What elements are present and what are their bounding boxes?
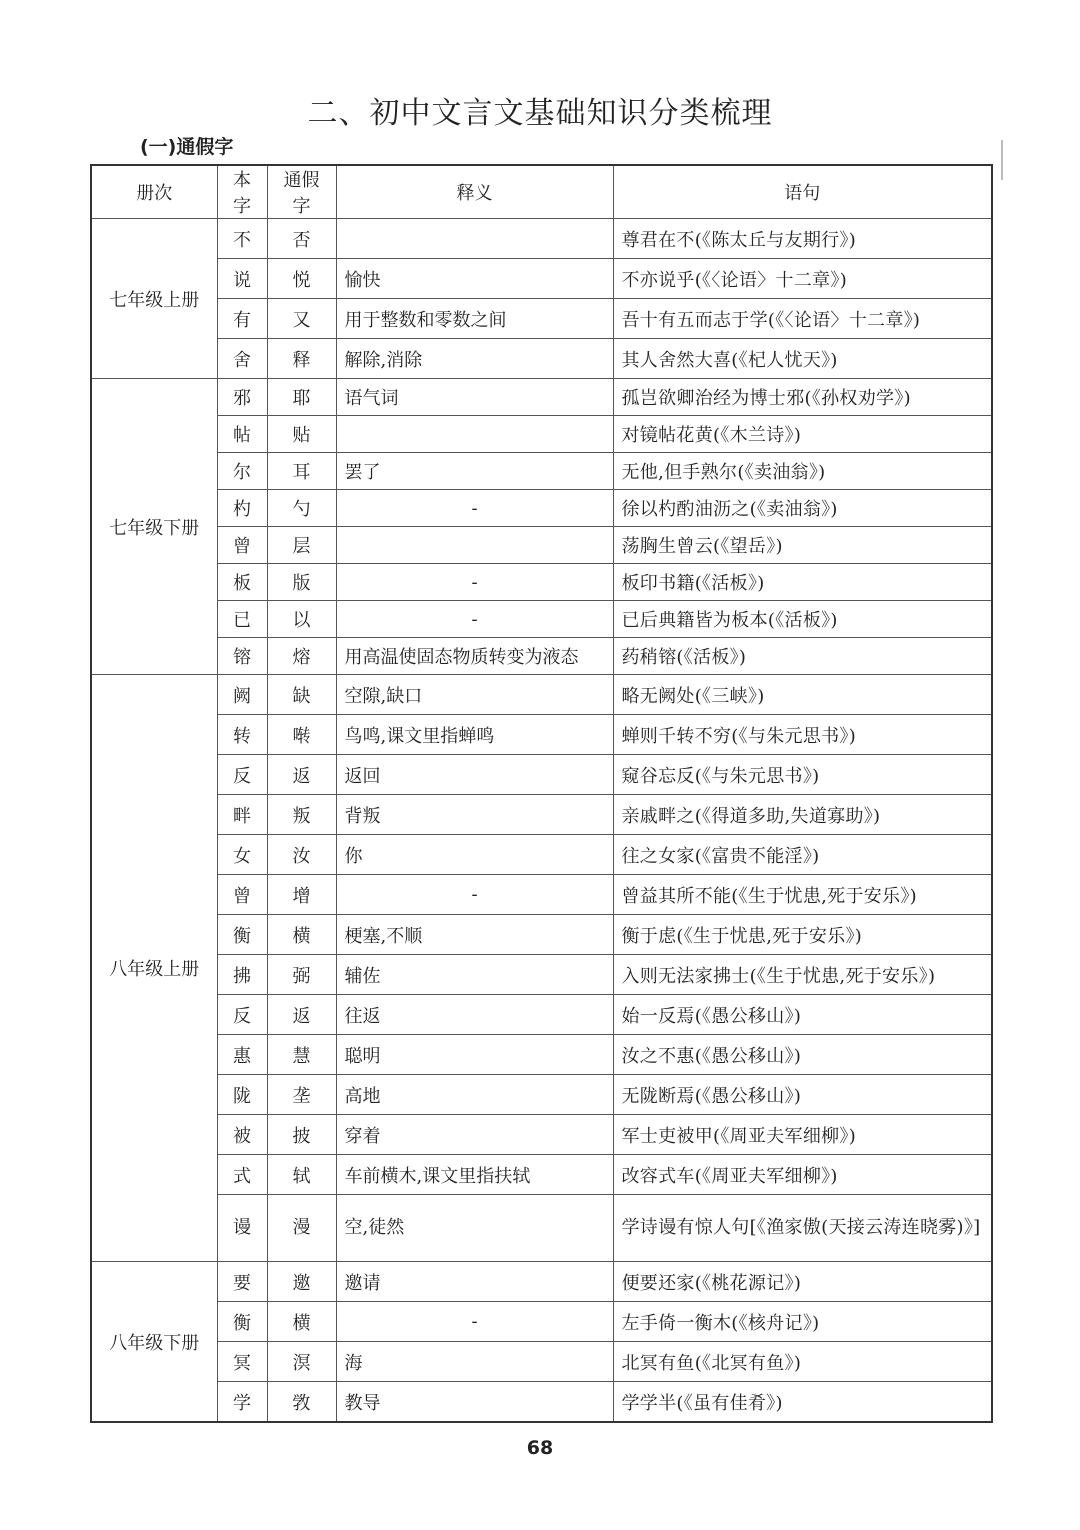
table-row (91, 638, 992, 675)
original-char: 衡 (217, 915, 267, 955)
original-char: 女 (217, 835, 267, 875)
variant-char: 慧 (267, 1035, 336, 1075)
meaning-cell: 穿着 (336, 1115, 613, 1155)
meaning-cell: 鸟鸣,课文里指蝉鸣 (336, 715, 613, 755)
table-row (91, 453, 992, 490)
table-row (91, 875, 992, 915)
variant-char: 溟 (267, 1342, 336, 1382)
sentence-cell: 左手倚一衡木(《核舟记》) (613, 1302, 992, 1342)
sentence-cell: 窥谷忘反(《与朱元思书》) (613, 755, 992, 795)
variant-char: 叛 (267, 795, 336, 835)
meaning-cell: 车前横木,课文里指扶轼 (336, 1155, 613, 1195)
original-char: 镕 (217, 638, 267, 675)
original-char: 曾 (217, 875, 267, 915)
variant-char: 耳 (267, 453, 336, 490)
variant-char: 横 (267, 915, 336, 955)
variant-char: 耶 (267, 379, 336, 416)
volume-cell: 七年级上册 (91, 219, 217, 379)
sentence-cell: 汝之不惠(《愚公移山》) (613, 1035, 992, 1075)
variant-char: 啭 (267, 715, 336, 755)
variant-char: 增 (267, 875, 336, 915)
tongjiazi-table (90, 164, 993, 1423)
section-heading: (一)通假字 (140, 136, 234, 158)
table-row (91, 1155, 992, 1195)
original-char: 畔 (217, 795, 267, 835)
variant-char: 熔 (267, 638, 336, 675)
meaning-cell: 梗塞,不顺 (336, 915, 613, 955)
variant-char: 版 (267, 564, 336, 601)
original-char: 杓 (217, 490, 267, 527)
variant-char: 层 (267, 527, 336, 564)
meaning-cell (336, 416, 613, 453)
original-char: 不 (217, 219, 267, 259)
meaning-cell: 用高温使固态物质转变为液态 (336, 638, 613, 675)
table-row (91, 564, 992, 601)
sentence-cell: 孤岂欲卿治经为博士邪(《孙权劝学》) (613, 379, 992, 416)
volume-cell: 八年级上册 (91, 675, 217, 1262)
variant-char: 邀 (267, 1262, 336, 1302)
sentence-cell: 其人舍然大喜(《杞人忧天》) (613, 339, 992, 379)
table-row (91, 915, 992, 955)
table-row (91, 490, 992, 527)
table-row (91, 1262, 992, 1302)
sentence-cell: 已后典籍皆为板本(《活板》) (613, 601, 992, 638)
meaning-cell: 空隙,缺口 (336, 675, 613, 715)
variant-char: 轼 (267, 1155, 336, 1195)
sentence-cell: 徐以杓酌油沥之(《卖油翁》) (613, 490, 992, 527)
table-row (91, 1115, 992, 1155)
table-row (91, 955, 992, 995)
sentence-cell: 不亦说乎(《〈论语〉十二章》) (613, 259, 992, 299)
meaning-cell: 往返 (336, 995, 613, 1035)
sentence-cell: 尊君在不(《陈太丘与友期行》) (613, 219, 992, 259)
original-char: 式 (217, 1155, 267, 1195)
meaning-cell: 辅佐 (336, 955, 613, 995)
meaning-cell: 背叛 (336, 795, 613, 835)
original-char: 阙 (217, 675, 267, 715)
meaning-cell (336, 527, 613, 564)
sentence-cell: 改容式车(《周亚夫军细柳》) (613, 1155, 992, 1195)
sentence-cell: 药稍镕(《活板》) (613, 638, 992, 675)
original-char: 说 (217, 259, 267, 299)
meaning-cell: 你 (336, 835, 613, 875)
table-header-row (91, 165, 992, 219)
table-row (91, 527, 992, 564)
variant-char: 弼 (267, 955, 336, 995)
original-char: 陇 (217, 1075, 267, 1115)
volume-cell: 八年级下册 (91, 1262, 217, 1423)
original-char: 反 (217, 995, 267, 1035)
original-char: 惠 (217, 1035, 267, 1075)
original-char: 曾 (217, 527, 267, 564)
table-row (91, 299, 992, 339)
sentence-cell: 衡于虑(《生于忧患,死于安乐》) (613, 915, 992, 955)
variant-char: 又 (267, 299, 336, 339)
variant-char: 汝 (267, 835, 336, 875)
page-title: 二、初中文言文基础知识分类梳理 (307, 96, 773, 131)
meaning-cell: 教导 (336, 1382, 613, 1423)
meaning-cell: 邀请 (336, 1262, 613, 1302)
sentence-cell: 军士吏被甲(《周亚夫军细柳》) (613, 1115, 992, 1155)
sentence-cell: 学学半(《虽有佳肴》) (613, 1382, 992, 1423)
original-char: 拂 (217, 955, 267, 995)
original-char: 反 (217, 755, 267, 795)
sentence-cell: 学诗谩有惊人句[《渔家傲(天接云涛连晓雾)》] (613, 1195, 992, 1262)
variant-char: 以 (267, 601, 336, 638)
variant-char: 垄 (267, 1075, 336, 1115)
sentence-cell: 曾益其所不能(《生于忧患,死于安乐》) (613, 875, 992, 915)
variant-char: 敩 (267, 1382, 336, 1423)
table-row (91, 715, 992, 755)
table-row (91, 795, 992, 835)
meaning-cell: 用于整数和零数之间 (336, 299, 613, 339)
original-char: 衡 (217, 1302, 267, 1342)
variant-char: 漫 (267, 1195, 336, 1262)
variant-char: 释 (267, 339, 336, 379)
meaning-cell: 空,徒然 (336, 1195, 613, 1262)
original-char: 已 (217, 601, 267, 638)
sentence-cell: 板印书籍(《活板》) (613, 564, 992, 601)
variant-char: 贴 (267, 416, 336, 453)
sentence-cell: 亲戚畔之(《得道多助,失道寡助》) (613, 795, 992, 835)
variant-char: 返 (267, 755, 336, 795)
variant-char: 缺 (267, 675, 336, 715)
table-row (91, 1195, 992, 1262)
sentence-cell: 无陇断焉(《愚公移山》) (613, 1075, 992, 1115)
variant-char: 勺 (267, 490, 336, 527)
original-char: 板 (217, 564, 267, 601)
original-char: 被 (217, 1115, 267, 1155)
original-char: 舍 (217, 339, 267, 379)
sentence-cell: 始一反焉(《愚公移山》) (613, 995, 992, 1035)
meaning-cell: - (336, 490, 613, 527)
table-row (91, 675, 992, 715)
meaning-cell: 聪明 (336, 1035, 613, 1075)
variant-char: 悦 (267, 259, 336, 299)
variant-char: 返 (267, 995, 336, 1035)
original-char: 有 (217, 299, 267, 339)
variant-char: 披 (267, 1115, 336, 1155)
meaning-cell: 解除,消除 (336, 339, 613, 379)
table-row (91, 219, 992, 259)
variant-char: 横 (267, 1302, 336, 1342)
header-original: 本字 (217, 165, 267, 219)
meaning-cell: 高地 (336, 1075, 613, 1115)
table-row (91, 1075, 992, 1115)
meaning-cell: 愉快 (336, 259, 613, 299)
sentence-cell: 蝉则千转不穷(《与朱元思书》) (613, 715, 992, 755)
sentence-cell: 略无阙处(《三峡》) (613, 675, 992, 715)
table-row (91, 755, 992, 795)
volume-cell: 七年级下册 (91, 379, 217, 675)
table-row (91, 259, 992, 299)
sentence-cell: 吾十有五而志于学(《〈论语〉十二章》) (613, 299, 992, 339)
sentence-cell: 无他,但手熟尔(《卖油翁》) (613, 453, 992, 490)
original-char: 谩 (217, 1195, 267, 1262)
table-row (91, 1035, 992, 1075)
meaning-cell: - (336, 601, 613, 638)
meaning-cell: - (336, 564, 613, 601)
sentence-cell: 入则无法家拂士(《生于忧患,死于安乐》) (613, 955, 992, 995)
header-sentence: 语句 (613, 165, 992, 219)
table-row (91, 995, 992, 1035)
meaning-cell: 语气词 (336, 379, 613, 416)
table-row (91, 379, 992, 416)
original-char: 帖 (217, 416, 267, 453)
table-row (91, 1382, 992, 1423)
header-volume: 册次 (91, 165, 217, 219)
header-meaning: 释义 (336, 165, 613, 219)
table-row (91, 1342, 992, 1382)
table-row (91, 416, 992, 453)
original-char: 冥 (217, 1342, 267, 1382)
original-char: 邪 (217, 379, 267, 416)
original-char: 尔 (217, 453, 267, 490)
table-row (91, 601, 992, 638)
table-row (91, 339, 992, 379)
meaning-cell (336, 219, 613, 259)
original-char: 要 (217, 1262, 267, 1302)
original-char: 转 (217, 715, 267, 755)
header-variant: 通假字 (267, 165, 336, 219)
page-number: 68 (526, 1437, 554, 1459)
meaning-cell: 返回 (336, 755, 613, 795)
sentence-cell: 荡胸生曾云(《望岳》) (613, 527, 992, 564)
variant-char: 否 (267, 219, 336, 259)
meaning-cell: - (336, 1302, 613, 1342)
sentence-cell: 往之女家(《富贵不能淫》) (613, 835, 992, 875)
sentence-cell: 便要还家(《桃花源记》) (613, 1262, 992, 1302)
meaning-cell: - (336, 875, 613, 915)
table-row (91, 835, 992, 875)
table-row (91, 1302, 992, 1342)
sentence-cell: 对镜帖花黄(《木兰诗》) (613, 416, 992, 453)
sentence-cell: 北冥有鱼(《北冥有鱼》) (613, 1342, 992, 1382)
original-char: 学 (217, 1382, 267, 1423)
meaning-cell: 海 (336, 1342, 613, 1382)
scan-edge-mark (1001, 140, 1003, 180)
meaning-cell: 罢了 (336, 453, 613, 490)
